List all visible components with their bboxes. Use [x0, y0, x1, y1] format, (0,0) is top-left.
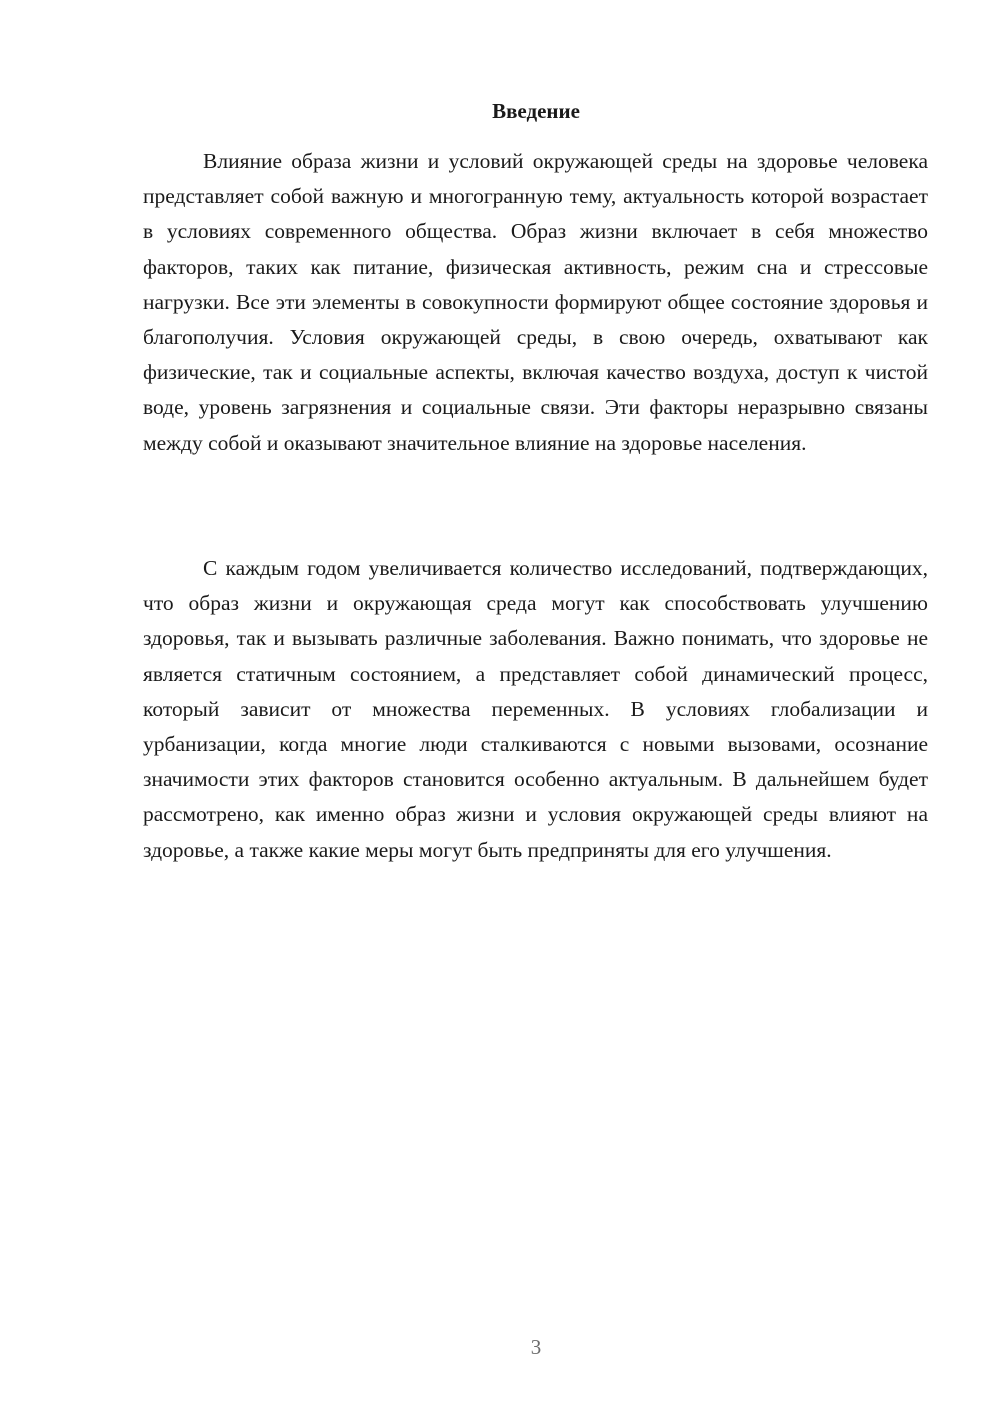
paragraph-1: Влияние образа жизни и условий окружающей среды на здоровье человека представляет собой важную и многогранную тему, актуальность которой возрастает в условиях современного общества. Образ жизни включает в себя множество факторов, таких как питание, физическая активность, режим сна и стрессовые нагрузки. Все эти элементы в совокупности формируют общее состояние здоровья и благополучия. Условия окружающей среды, в свою очередь, охватывают как физические, так и социальные аспекты, включая качество воздуха, доступ к чистой воде, уровень загрязнения и социальные связи. Эти факторы неразрывно связаны между собой и оказывают значительное влияние на здоровье населения.	[143, 149, 928, 455]
page-title: Введение	[492, 99, 580, 123]
page-number: 3	[530, 1335, 542, 1359]
paragraph-2: С каждым годом увеличивается количество исследований, подтверждающих, что образ жизни и окружающая среда могут как способствовать улучшению здоровья, так и вызывать различные заболевания. Важно понимать, что здоровье не является статичным состоянием, а представляет собой динамический процесс, который зависит от множества переменных. В условиях глобализации и урбанизации, когда многие люди сталкиваются с новыми вызовами, осознание значимости этих факторов становится особенно актуальным. В дальнейшем будет рассмотрено, как именно образ жизни и условия окружающей среды влияют на здоровье, а также какие меры могут быть предприняты для его улучшения.	[143, 556, 928, 862]
